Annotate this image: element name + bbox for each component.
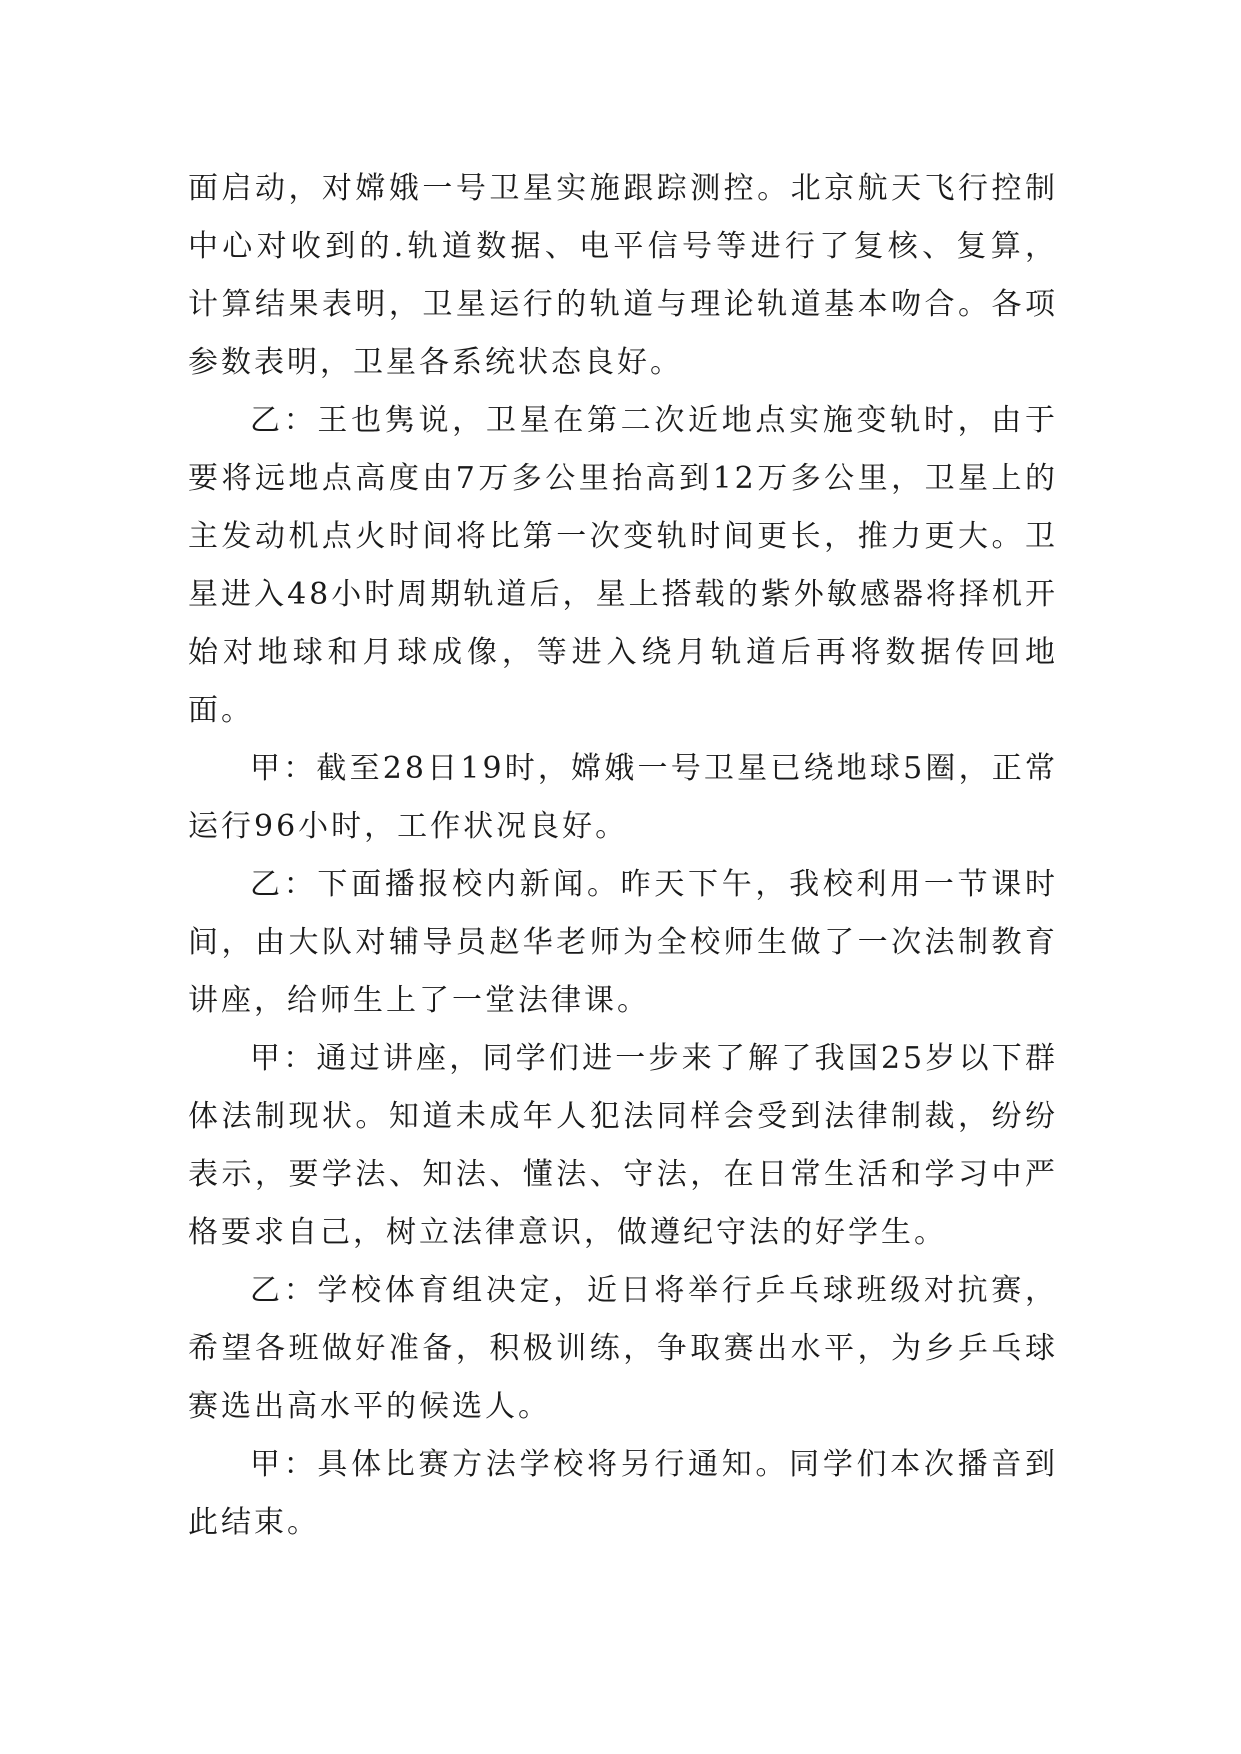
paragraph-continuation: 面启动，对嫦娥一号卫星实施跟踪测控。北京航天飞行控制中心对收到的.轨道数据、电平信号等进行了复核、复算，计算结果表明，卫星运行的轨道与理论轨道基本吻合。各项参数表明，卫星各系统状态良好。 — [188, 171, 1058, 380]
paragraph-jia-satellite-status: 甲：截至28日19时，嫦娥一号卫星已绕地球5圈，正常运行96小时，工作状况良好。 — [188, 751, 1058, 844]
paragraph-yi-satellite-orbit: 乙：王也隽说，卫星在第二次近地点实施变轨时，由于要将远地点高度由7万多公里抬高到12万多公里，卫星上的主发动机点火时间将比第一次变轨时间更长，推力更大。卫星进入48小时周期轨道后，星上搭载的紫外敏感器将择机开始对地球和月球成像，等进入绕月轨道后再将数据传回地面。 — [188, 403, 1058, 728]
document-body — [188, 160, 1058, 1552]
paragraph-yi-table-tennis: 乙：学校体育组决定，近日将举行乒乓球班级对抗赛，希望各班做好准备，积极训练，争取赛出水平，为乡乒乓球赛选出高水平的候选人。 — [188, 1273, 1058, 1424]
paragraph-jia-closing: 甲：具体比赛方法学校将另行通知。同学们本次播音到此结束。 — [188, 1447, 1058, 1540]
paragraph-jia-law-lecture: 甲：通过讲座，同学们进一步来了解了我国25岁以下群体法制现状。知道未成年人犯法同样会受到法律制裁，纷纷表示，要学法、知法、懂法、守法，在日常生活和学习中严格要求自己，树立法律意识，做遵纪守法的好学生。 — [188, 1041, 1058, 1250]
paragraph-yi-school-news: 乙：下面播报校内新闻。昨天下午，我校利用一节课时间，由大队对辅导员赵华老师为全校师生做了一次法制教育讲座，给师生上了一堂法律课。 — [188, 867, 1058, 1018]
